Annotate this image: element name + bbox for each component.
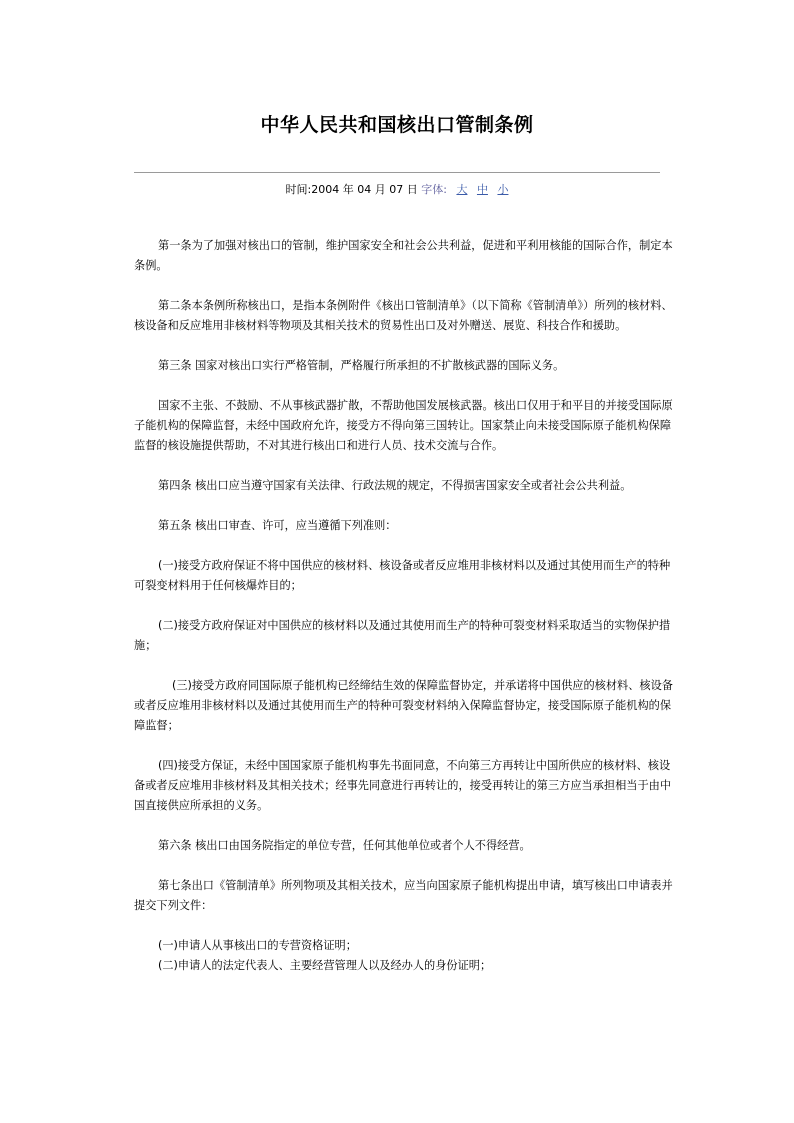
document-body: [134, 236, 674, 976]
font-size-small-link[interactable]: 小: [497, 183, 509, 196]
article-6: 第六条 核出口由国务院指定的单位专营，任何其他单位或者个人不得经营。: [158, 839, 531, 852]
article-5: 第五条 核出口审查、许可，应当遵循下列准则：: [158, 519, 397, 532]
font-size-large-link[interactable]: 大: [456, 183, 468, 196]
document-title: 中华人民共和国核出口管制条例: [260, 114, 534, 136]
article-4: 第四条 核出口应当遵守国家有关法律、行政法规的规定，不得损害国家安全或者社会公共利益。: [158, 479, 632, 492]
article-7-item-1: (一)申请人从事核出口的专营资格证明；: [158, 939, 357, 952]
article-3: 第三条 国家对核出口实行严格管制，严格履行所承担的不扩散核武器的国际义务。: [158, 359, 565, 372]
font-size-medium-link[interactable]: 中: [476, 183, 488, 196]
article-7-item-2: (二)申请人的法定代表人、主要经营管理人以及经办人的身份证明；: [158, 959, 492, 972]
article-5-item-2: (二)接受方政府保证对中国供应的核材料以及通过其使用而生产的特种可裂变材料采取适当的实物保护措施；: [134, 619, 671, 652]
article-5-item-1: (一)接受方政府保证不将中国供应的核材料、核设备或者反应堆用非核材料以及通过其使用而生产的特种可裂变材料用于任何核爆炸目的；: [134, 559, 671, 592]
publish-time: 时间:2004 年 04 月 07 日: [285, 183, 418, 196]
font-size-label: 字体:: [421, 183, 447, 196]
article-5-item-4: (四)接受方保证，未经中国国家原子能机构事先书面同意，不向第三方再转让中国所供应的核材料、核设备或者反应堆用非核材料及其相关技术；经事先同意进行再转让的，接受再转让的第三方应当承担相当于由中国直接供应所承担的义务。: [134, 759, 672, 812]
title-divider: [134, 172, 660, 173]
article-5-item-3: (三)接受方政府同国际原子能机构已经缔结生效的保障监督协定，并承诺将中国供应的核材料、核设备或者反应堆用非核材料以及通过其使用而生产的特种可裂变材料纳入保障监督协定，接受国际原子能机构的保障监督；: [134, 679, 673, 732]
article-2: 第二条本条例所称核出口，是指本条例附件《核出口管制清单》（以下简称《管制清单》）所列的核材料、核设备和反应堆用非核材料等物项及其相关技术的贸易性出口及对外赠送、展览、科技合作和援助。: [134, 299, 673, 332]
article-7: 第七条出口《管制清单》所列物项及其相关技术，应当向国家原子能机构提出申请，填写核出口申请表并提交下列文件：: [134, 879, 673, 912]
article-3-paragraph-2: 国家不主张、不鼓励、不从事核武器扩散，不帮助他国发展核武器。核出口仅用于和平目的并接受国际原子能机构的保障监督，未经中国政府允许，接受方不得向第三国转让。国家禁止向未接受国际原子能机构保障监督的核设施提供帮助，不对其进行核出口和进行人员、技术交流与合作。: [134, 399, 673, 452]
document-meta: [0, 181, 794, 199]
article-1: 第一条为了加强对核出口的管制，维护国家安全和社会公共利益，促进和平利用核能的国际合作，制定本条例。: [134, 239, 673, 272]
